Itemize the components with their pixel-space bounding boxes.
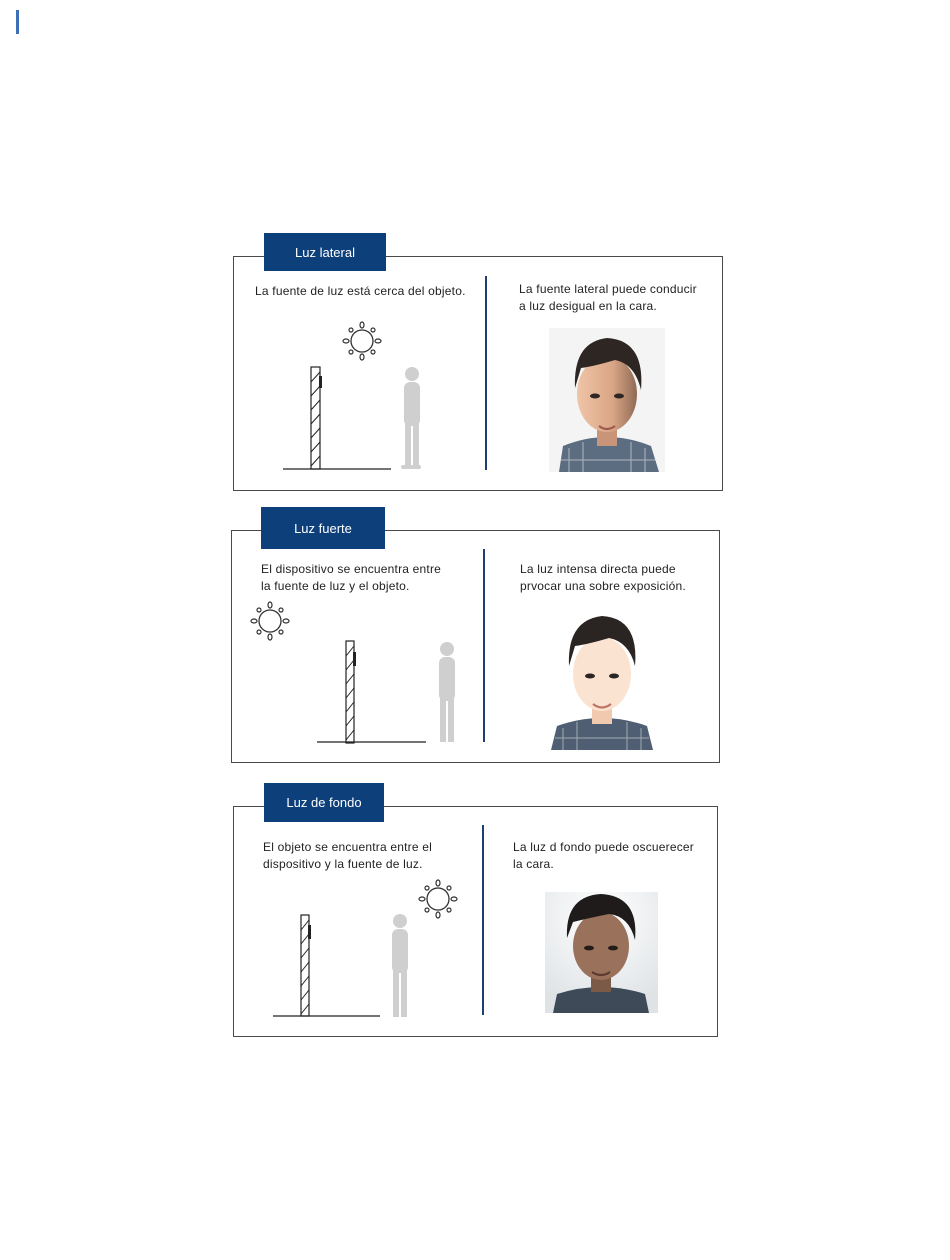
right-caption: La fuente lateral puede conducir a luz desigual en la cara. [519, 282, 697, 313]
section-backlight-tab [264, 783, 384, 822]
face-photo-overexposed [545, 610, 659, 750]
left-caption: El dispositivo se encuentra entre la fuente de luz y el objeto. [261, 562, 442, 593]
left-caption: La fuente de luz está cerca del objeto. [255, 284, 466, 298]
section-side-light-tab [264, 233, 386, 271]
right-caption: La luz d fondo puede oscuerecer la cara. [513, 840, 694, 871]
panel-divider [483, 549, 485, 742]
device-stand-icon [301, 915, 311, 1016]
section-title: Luz de fondo [286, 795, 362, 810]
person-silhouette-icon [401, 367, 421, 469]
backlight-illustration [265, 875, 465, 1023]
person-silhouette-icon [439, 642, 455, 742]
left-caption: El objeto se encuentra entre el dispositivo y la fuente de luz. [263, 840, 432, 871]
page-margin-marker [16, 10, 19, 34]
device-stand-icon [311, 367, 322, 469]
face-photo-side-light [549, 328, 665, 472]
section-strong-light-tab [261, 507, 385, 549]
right-caption: La luz intensa directa puede prvocar una sobre exposición. [520, 562, 686, 593]
person-silhouette-icon [392, 914, 408, 1017]
section-title: Luz lateral [295, 244, 355, 260]
device-stand-icon [346, 641, 356, 743]
face-photo-backlit [545, 892, 658, 1013]
side-light-illustration [270, 320, 440, 480]
sun-icon [419, 880, 457, 918]
sun-icon [251, 602, 289, 640]
sun-icon [343, 322, 381, 360]
strong-light-illustration [250, 600, 465, 748]
panel-divider [485, 276, 487, 470]
panel-divider [482, 825, 484, 1015]
section-title: Luz fuerte [294, 520, 352, 536]
